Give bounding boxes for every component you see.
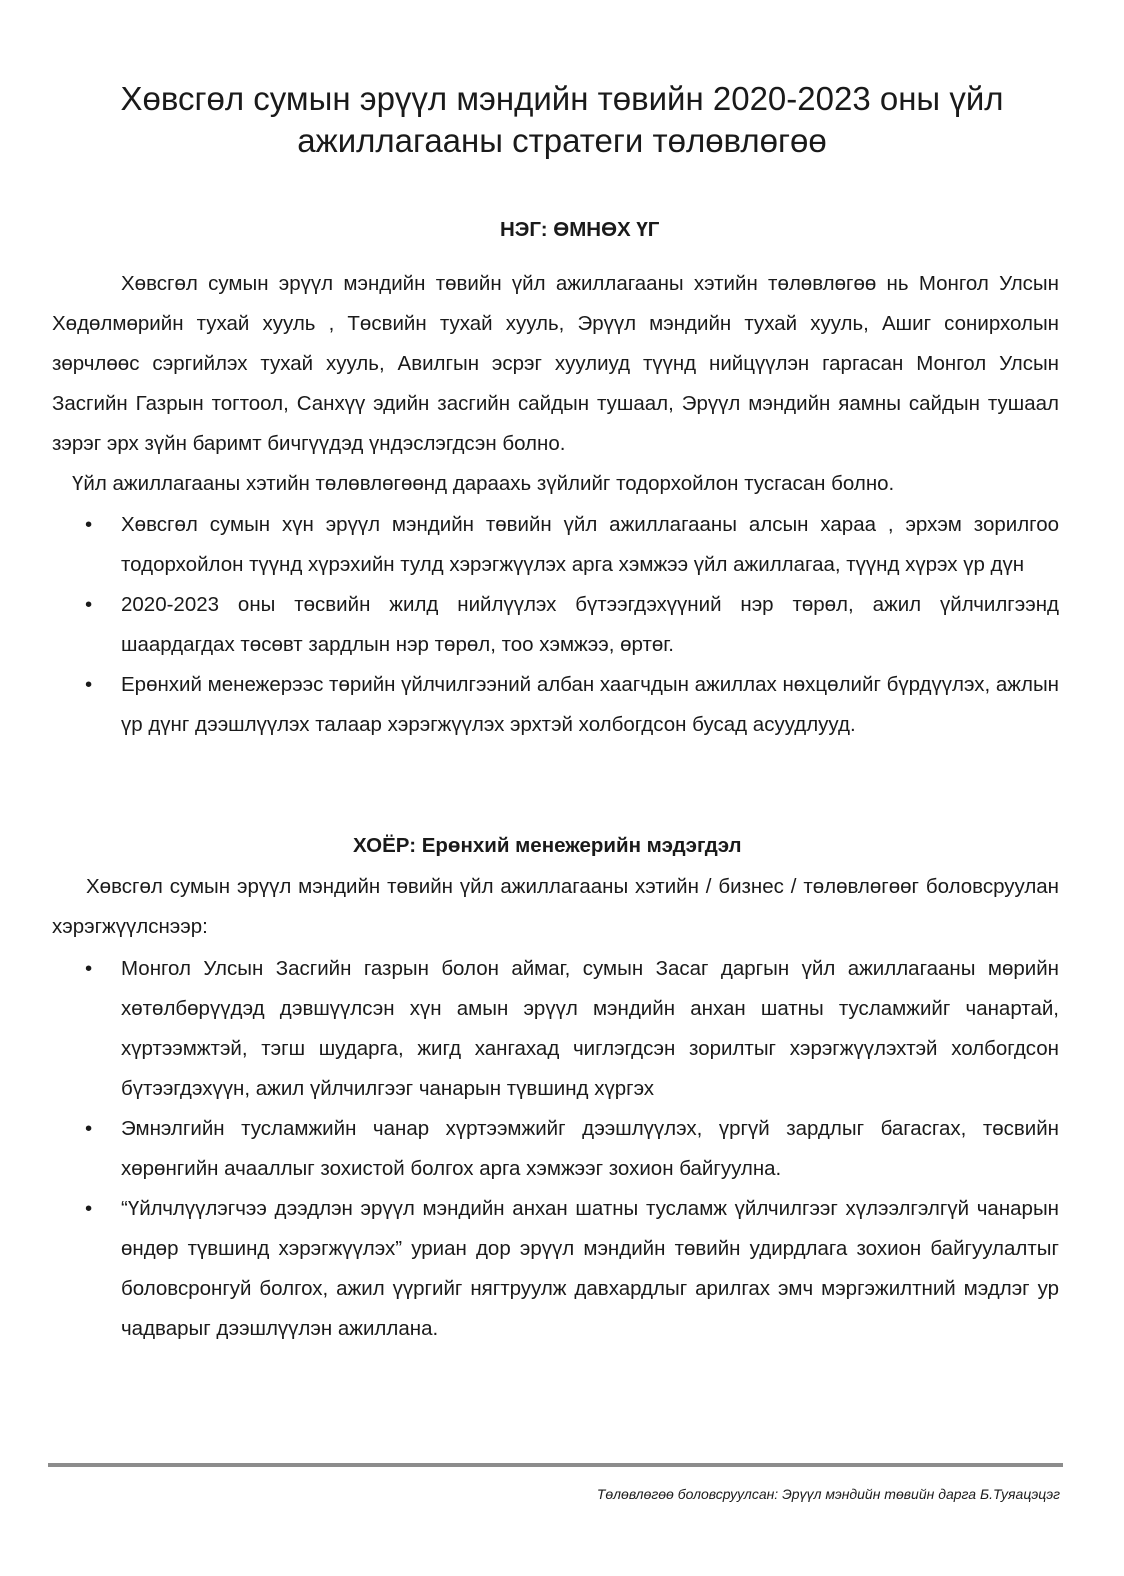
list-item — [52, 505, 1059, 585]
list-item — [52, 1109, 1059, 1189]
title-line-2: ажиллагааны стратеги төлөвлөгөө — [297, 122, 827, 159]
section-1-heading: НЭГ: ӨМНӨХ ҮГ — [500, 218, 660, 241]
list-item — [52, 585, 1059, 665]
list-item — [52, 1189, 1059, 1349]
list-item — [52, 665, 1059, 745]
footer-signature: Төлөвлөгөө боловсруулсан: Эрүүл мэндийн төвийн дарга Б.Туяацэцэг — [596, 1486, 1060, 1502]
document-title — [52, 78, 1072, 162]
title-line-1: Хөвсгөл сумын эрүүл мэндийн төвийн 2020-2023 оны үйл — [120, 80, 1004, 117]
section-1-bullet-list — [52, 505, 1059, 745]
list-item-text: Монгол Улсын Засгийн газрын болон аймаг, сумын Засаг даргын үйл ажиллагааны мөрийн хөтөлбөрүүдэд дэвшүүлсэн хүн амын эрүүл мэндийн анхан шатны тусламжийг чанартай, хүртээмжтэй, тэгш шударга, жигд хангахад чиглэгдсэн зорилтыг хэрэгжүүлэхтэй холбогдсон бүтээгдэхүүн, ажил үйлчилгээг чанарын түвшинд хүргэх — [121, 957, 1059, 1100]
bullet-icon: • — [85, 957, 93, 980]
section-1-intro-paragraph: Хөвсгөл сумын эрүүл мэндийн төвийн үйл ажиллагааны хэтийн төлөвлөгөө нь Монгол Улсын Хөдөлмөрийн тухай хууль , Төсвийн тухай хууль, Эрүүл мэндийн тухай хууль, Ашиг сонирхолын зөрчлөөс сэргийлэх тухай хууль, Авилгын эсрэг хуулиуд түүнд нийцүүлэн гаргасан Монгол Улсын Засгийн Газрын тогтоол, Санхүү эдийн засгийн сайдын тушаал, Эрүүл мэндийн яамны сайдын тушаал зэрэг эрх зүйн баримт бичгүүдэд үндэслэгдсэн болно. — [52, 272, 1059, 455]
section-2-intro-paragraph: Хөвсгөл сумын эрүүл мэндийн төвийн үйл ажиллагааны хэтийн / бизнес / төлөвлөгөөг боловсруулан хэрэгжүүлснээр: — [52, 875, 1059, 938]
list-item-text: “Үйлчлүүлэгчээ дээдлэн эрүүл мэндийн анхан шатны тусламж үйлчилгээг хүлээлгэлгүй чанарын өндөр түвшинд хэрэгжүүлэх” уриан дор эрүүл мэндийн төвийн удирдлага зохион байгуулалтыг боловсронгуй болгох, ажил үүргийг нягтруулж давхардлыг арилгах эмч мэргэжилтний мэдлэг ур чадварыг дээшлүүлэн ажиллана. — [121, 1197, 1059, 1340]
list-item-text: 2020-2023 оны төсвийн жилд нийлүүлэх бүтээгдэхүүний нэр төрөл, ажил үйлчилгээнд шаардагдах төсөвт зардлын нэр төрөл, тоо хэмжээ, өртөг. — [121, 593, 1059, 656]
footer-divider — [48, 1463, 1063, 1467]
list-item-text: Ерөнхий менежерээс төрийн үйлчилгээний албан хаагчдын ажиллах нөхцөлийг бүрдүүлэх, ажлын үр дүнг дээшлүүлэх талаар хэрэгжүүлэх эрхтэй холбогдсон бусад асуудлууд. — [121, 673, 1059, 736]
list-item-text: Хөвсгөл сумын хүн эрүүл мэндийн төвийн үйл ажиллагааны алсын хараа , эрхэм зорилгоо тодорхойлон түүнд хүрэхийн тулд хэрэгжүүлэх арга хэмжээ үйл ажиллагаа, түүнд хүрэх үр дүн — [121, 513, 1059, 576]
bullet-icon: • — [85, 673, 93, 696]
list-item — [52, 949, 1059, 1109]
bullet-icon: • — [85, 593, 93, 616]
section-1-lead-line: Үйл ажиллагааны хэтийн төлөвлөгөөнд дараахь зүйлийг тодорхойлон тусгасан болно. — [72, 472, 895, 495]
section-2-bullet-list — [52, 949, 1059, 1349]
bullet-icon: • — [85, 1197, 93, 1220]
list-item-text: Эмнэлгийн тусламжийн чанар хүртээмжийг дээшлүүлэх, үргүй зардлыг багасгах, төсвийн хөрөнгийн ачааллыг зохистой болгох арга хэмжээг зохион байгуулна. — [121, 1117, 1059, 1180]
section-2-heading: ХОЁР: Ерөнхий менежерийн мэдэгдэл — [353, 834, 742, 857]
bullet-icon: • — [85, 1117, 93, 1140]
bullet-icon: • — [85, 513, 93, 536]
